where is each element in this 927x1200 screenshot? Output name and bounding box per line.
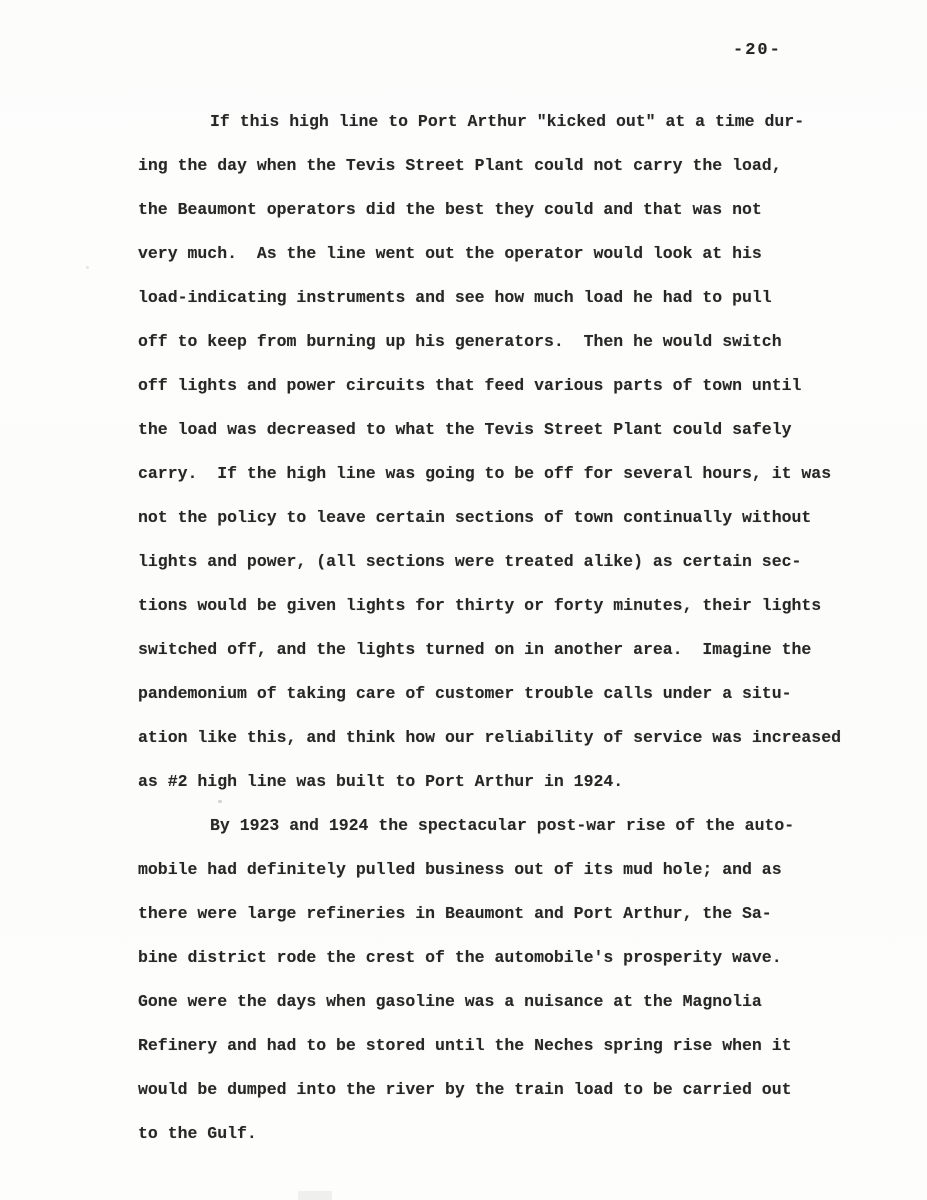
text-line: By 1923 and 1924 the spectacular post-war rise of the auto-: [210, 816, 795, 835]
text-line: would be dumped into the river by the train load to be carried out: [138, 1080, 792, 1099]
text-line: not the policy to leave certain sections of town continually without: [138, 508, 812, 527]
text-line: Gone were the days when gasoline was a nuisance at the Magnolia: [138, 992, 762, 1011]
text-line: bine district rode the crest of the automobile's prosperity wave.: [138, 948, 782, 967]
text-line: to the Gulf.: [138, 1124, 257, 1143]
text-line: Refinery and had to be stored until the Neches spring rise when it: [138, 1036, 792, 1055]
text-line: switched off, and the lights turned on in another area. Imagine the: [138, 640, 812, 659]
text-line: pandemonium of taking care of customer trouble calls under a situ-: [138, 684, 792, 703]
text-line: mobile had definitely pulled business out of its mud hole; and as: [138, 860, 782, 879]
text-line: there were large refineries in Beaumont and Port Arthur, the Sa-: [138, 904, 772, 923]
text-line: tions would be given lights for thirty or forty minutes, their lights: [138, 596, 822, 615]
document-text-block: [138, 100, 858, 1156]
text-line: load-indicating instruments and see how much load he had to pull: [138, 288, 772, 307]
text-line: off to keep from burning up his generators. Then he would switch: [138, 332, 782, 351]
text-line: the load was decreased to what the Tevis Street Plant could safely: [138, 420, 792, 439]
scan-smudge: [298, 1191, 332, 1200]
text-line: the Beaumont operators did the best they could and that was not: [138, 200, 762, 219]
text-line: carry. If the high line was going to be off for several hours, it was: [138, 464, 832, 483]
text-line: as #2 high line was built to Port Arthur in 1924.: [138, 772, 624, 791]
text-line: very much. As the line went out the operator would look at his: [138, 244, 762, 263]
scan-speck: [218, 800, 222, 803]
text-line: off lights and power circuits that feed various parts of town until: [138, 376, 802, 395]
text-line: lights and power, (all sections were treated alike) as certain sec-: [138, 552, 802, 571]
text-line: If this high line to Port Arthur "kicked out" at a time dur-: [210, 112, 805, 131]
page-number: -20-: [733, 41, 782, 60]
text-line: ation like this, and think how our reliability of service was increased: [138, 728, 842, 747]
scan-speck: [86, 266, 89, 269]
text-line: ing the day when the Tevis Street Plant could not carry the load,: [138, 156, 782, 175]
